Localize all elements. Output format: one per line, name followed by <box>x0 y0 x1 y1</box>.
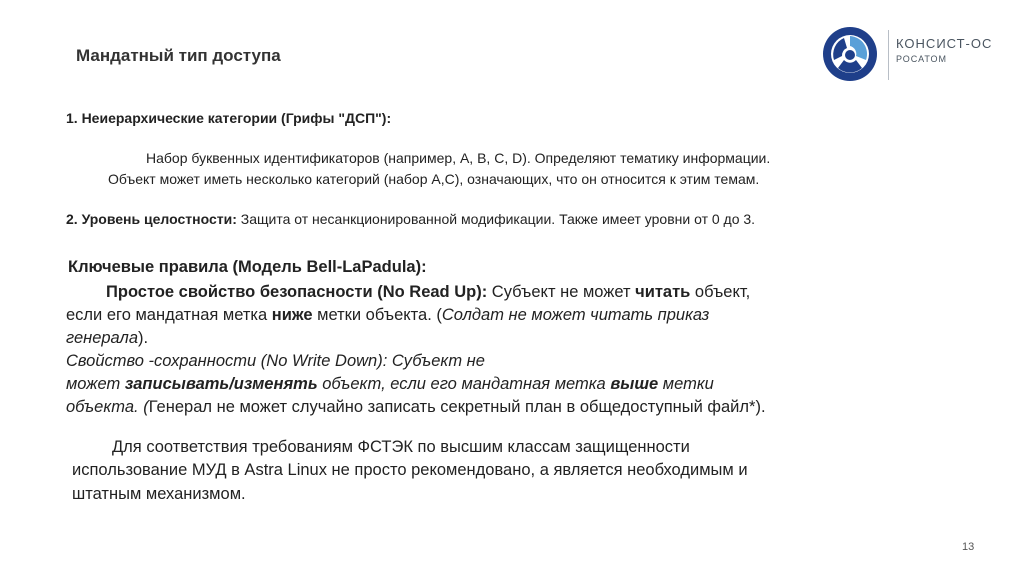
section1-line1: Набор буквенных идентификаторов (например, A, B, C, D). Определяют тематику информации. <box>146 150 771 166</box>
section2-paragraph <box>66 211 755 227</box>
slide-title: Мандатный тип доступа <box>76 46 281 65</box>
rule1-emph-lower: ниже <box>271 306 313 324</box>
rule2-line3 <box>66 398 766 417</box>
rule2-line2 <box>66 375 714 394</box>
rules-heading: Ключевые правила (Модель Bell-LaPadula): <box>68 258 427 276</box>
conclusion-line3: штатным механизмом. <box>72 485 246 503</box>
rule1-text-f: метки объекта. ( <box>312 306 442 324</box>
rule2-text-g: объекта. ( <box>66 398 149 416</box>
rule1-close: ). <box>138 329 149 347</box>
rule2-example: Генерал не может случайно записать секретный план в общедоступный файл*). <box>148 398 766 416</box>
rule2-line1: Свойство -сохранности (No Write Down): Субъект не <box>66 352 485 370</box>
conclusion-line2: использование МУД в Astra Linux не просто рекомендовано, а является необходимым и <box>72 461 748 479</box>
logo-subtitle: РОСАТОМ <box>896 54 947 64</box>
konsist-os-logo <box>822 24 992 104</box>
logo-divider <box>888 30 889 80</box>
rule1-label: Простое свойство безопасности (No Read Up): <box>106 283 488 301</box>
logo-name: КОНСИСТ-ОС <box>896 36 993 51</box>
section2-text: Защита от несанкционированной модификации. Также имеет уровни от 0 до 3. <box>236 211 756 227</box>
rule1-text-c: объект, <box>690 283 751 301</box>
conclusion-line1: Для соответствия требованиям ФСТЭК по высшим классам защищенности <box>112 438 690 456</box>
rosatom-emblem-icon <box>822 26 878 82</box>
rule2-emph-write: записывать/изменять <box>124 375 318 393</box>
rule1-example-end: генерала <box>66 329 139 347</box>
rule1-line2 <box>66 306 709 325</box>
rule1-text-a: Субъект не может <box>487 283 636 301</box>
rule1-line1 <box>106 283 750 302</box>
rule1-example: Солдат не может читать приказ <box>441 306 710 324</box>
rule2-text-f: метки <box>658 375 714 393</box>
rule1-text-d: если его мандатная метка <box>66 306 272 324</box>
page-number: 13 <box>962 541 975 553</box>
section2-label: 2. Уровень целостности: <box>66 211 237 227</box>
section1-heading: 1. Неиерархические категории (Грифы "ДСП"): <box>66 110 392 126</box>
section1-line2: Объект может иметь несколько категорий (набор A,C), означающих, что он относится к этим темам. <box>108 171 760 187</box>
rule1-line3 <box>66 329 148 348</box>
rule2-text-b: может <box>66 375 125 393</box>
rule2-text-d: объект, если его мандатная метка <box>317 375 611 393</box>
rule2-emph-higher: выше <box>610 375 659 393</box>
rule1-emph-read: читать <box>635 283 691 301</box>
